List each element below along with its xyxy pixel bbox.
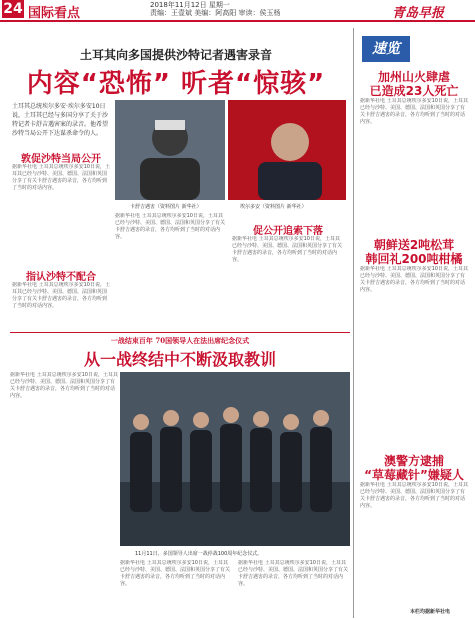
article-kicker: 土耳其向多国提供沙特记者遇害录音 — [79, 48, 272, 62]
article-lede: 土耳其总统埃尔多安·埃尔多安10日说，土耳其已经与多国分享了关于沙特记者卡舒吉遇害案的录音。他希望沙特当局公开下达谋杀命令的人。 — [12, 103, 109, 137]
brief3-headline-a: 澳警方逮捕 — [383, 454, 444, 468]
article-headline: 内容“恐怖” 听者“惊骇” — [26, 69, 326, 99]
person-silhouette-icon — [115, 100, 225, 200]
editors-text: 责编：王壹斌 美编：阿高阳 审读：侯玉杨 — [150, 9, 281, 17]
brief2-headline-a: 朝鲜送2吨松茸 — [373, 238, 455, 252]
photo2-caption: 埃尔多安（资料图片 新华社） — [240, 204, 307, 210]
sidebar-divider — [353, 28, 354, 618]
section-title: 国际看点 — [28, 6, 81, 21]
erdogan-photo — [228, 100, 346, 200]
ceremony-caption: 11月11日，多国领导人出席一战停战100周年纪念仪式。 — [135, 551, 263, 557]
brief1-body: 据新华社电 土耳其总统埃尔多安10日说，土耳其已经与沙特、美国、德国、法国和英国分享了有关卡舒吉遇害的录音，各方均听到了当时的对话内容。 — [360, 98, 468, 125]
brief3-body: 据新华社电 土耳其总统埃尔多安10日说，土耳其已经与沙特、美国、德国、法国和英国分享了有关卡舒吉遇害的录音，各方均听到了当时的对话内容。 — [360, 482, 468, 509]
bottom-headline: 从一战终结中不断汲取教训 — [83, 350, 276, 369]
bottom-kicker: 一战结束百年 70国领导人在法出席纪念仪式 — [110, 336, 250, 345]
photo1-caption: 卡舒吉遇害（资料图片 新华社） — [130, 204, 202, 210]
brief-source: 本栏均据新华社电 — [410, 609, 451, 615]
article-body-col1: 据新华社电 土耳其总统埃尔多安10日说，土耳其已经与沙特、美国、德国、法国和英国分享了有关卡舒吉遇害的录音，各方均听到了当时的对话内容。 — [12, 164, 110, 191]
brief1-headline-b: 已造成23人死亡 — [369, 84, 459, 98]
bottom-body-col2: 据新华社电 土耳其总统埃尔多安10日说，土耳其已经与沙特、美国、德国、法国和英国分享了有关卡舒吉遇害的录音，各方均听到了当时的对话内容。 — [120, 560, 231, 587]
crowd-icon — [120, 372, 350, 546]
subheading-2: 指认沙特不配合 — [26, 272, 96, 283]
subheading-1: 敦促沙特当局公开 — [21, 154, 101, 165]
newspaper-logo: 青岛早报 — [392, 6, 445, 21]
bottom-body-col3: 据新华社电 土耳其总统埃尔多安10日说，土耳其已经与沙特、美国、德国、法国和英国分享了有关卡舒吉遇害的录音，各方均听到了当时的对话内容。 — [238, 560, 349, 587]
brief2-headline-b: 韩回礼200吨柑橘 — [365, 252, 463, 266]
article-body-col1b: 据新华社电 土耳其总统埃尔多安10日说，土耳其已经与沙特、美国、德国、法国和英国分享了有关卡舒吉遇害的录音，各方均听到了当时的对话内容。 — [12, 282, 110, 309]
brief3-headline-b: “草莓藏针”嫌疑人 — [364, 468, 464, 482]
section-divider — [10, 332, 350, 333]
brief1-headline-a: 加州山火肆虐 — [377, 70, 450, 84]
ceremony-photo — [120, 372, 350, 546]
date-text: 2018年11月12日 星期一 — [150, 1, 230, 9]
brief2-body: 据新华社电 土耳其总统埃尔多安10日说，土耳其已经与沙特、美国、德国、法国和英国分享了有关卡舒吉遇害的录音，各方均听到了当时的对话内容。 — [360, 266, 468, 293]
brief-tag: 速览 — [362, 36, 410, 62]
bottom-body-col1: 据新华社电 土耳其总统埃尔多安10日说，土耳其已经与沙特、美国、德国、法国和英国分享了有关卡舒吉遇害的录音，各方均听到了当时的对话内容。 — [10, 372, 118, 399]
person-silhouette-icon — [228, 100, 346, 200]
page-number: 24 — [3, 1, 23, 17]
khashoggi-photo — [115, 100, 225, 200]
article-body-col2: 据新华社电 土耳其总统埃尔多安10日说，土耳其已经与沙特、美国、德国、法国和英国分享了有关卡舒吉遇害的录音，各方均听到了当时的对话内容。 — [115, 213, 225, 240]
article-body-col3: 据新华社电 土耳其总统埃尔多安10日说，土耳其已经与沙特、美国、德国、法国和英国分享了有关卡舒吉遇害的录音，各方均听到了当时的对话内容。 — [232, 236, 343, 263]
date-line — [150, 1, 280, 17]
subheading-3: 促公开追索下落 — [253, 226, 323, 237]
